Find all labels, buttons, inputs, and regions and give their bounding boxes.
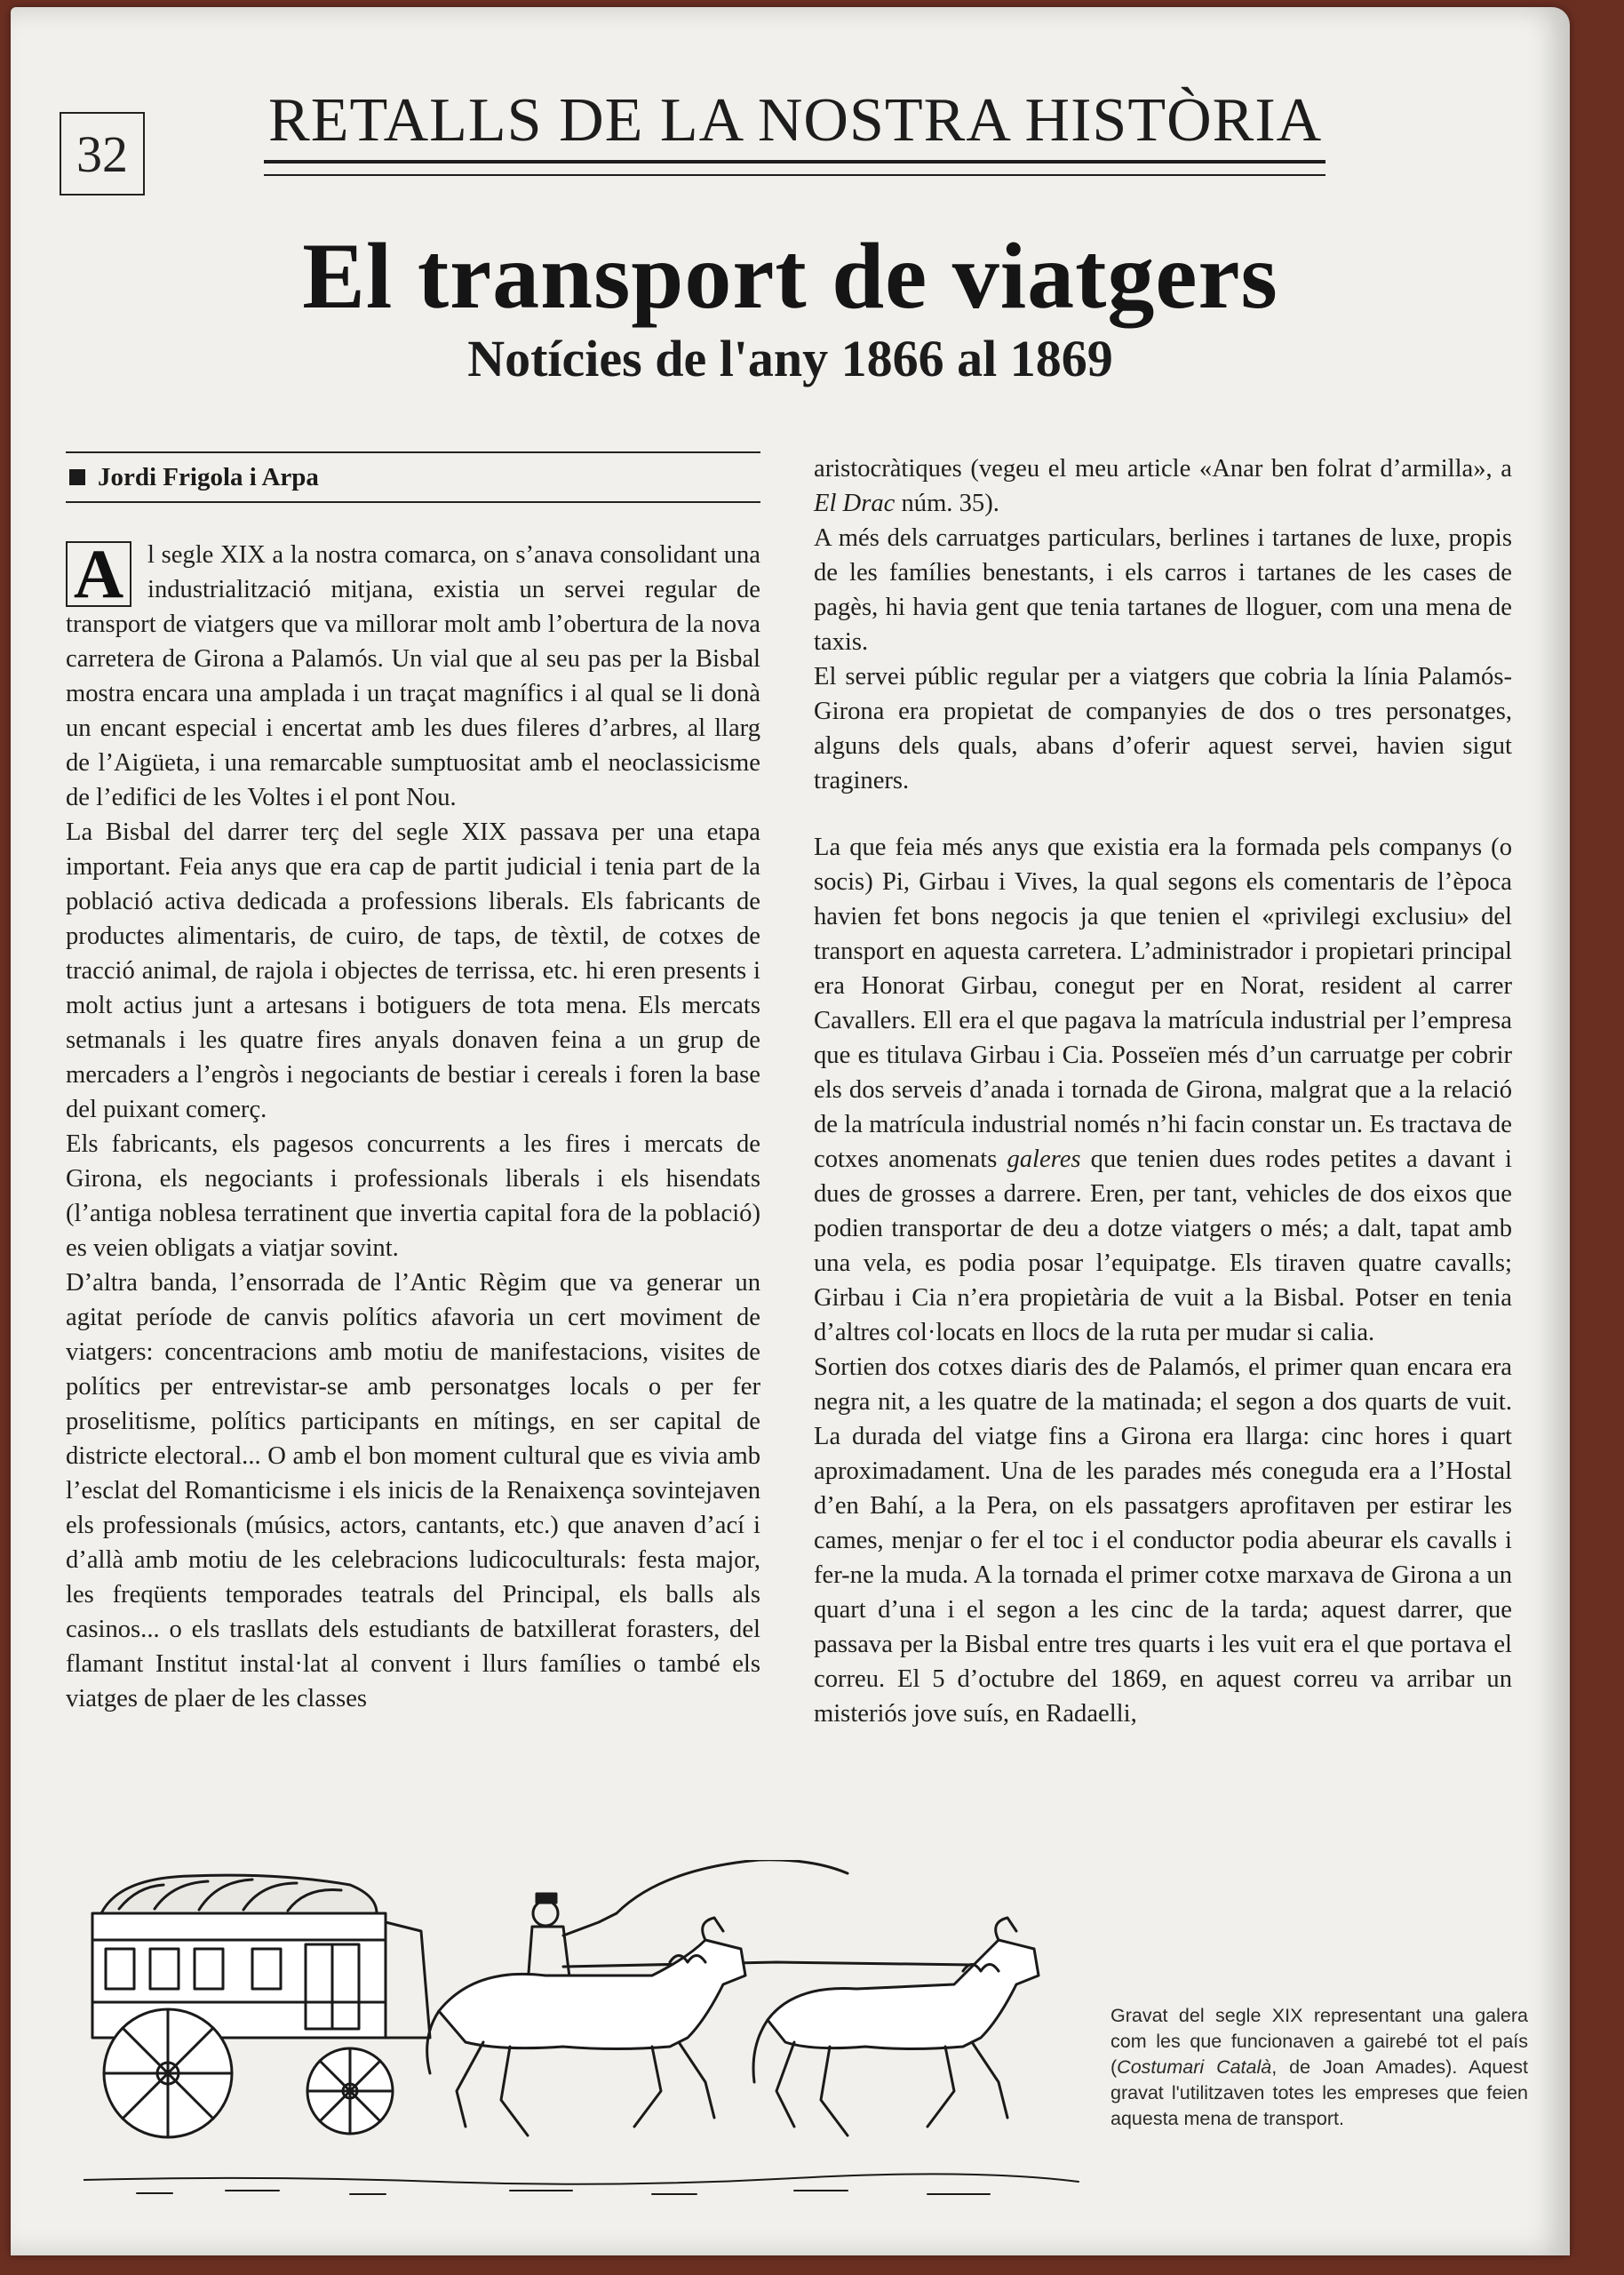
dropcap: A xyxy=(66,541,131,607)
byline-square-icon xyxy=(69,469,85,485)
text-run: , de Joan Amades). Aquest gravat l'utilitzaven totes les empreses que feien aquesta mena de transport. xyxy=(1111,2056,1528,2129)
magazine-page xyxy=(11,7,1570,2255)
article-paragraph: A més dels carruatges particulars, berlines i tartanes de luxe, propis de les famílies benestants, i els carros i tartanes de les cases de pagès, hi havia gent que tenia tartanes de lloguer, com una mena de taxis. xyxy=(814,524,1512,656)
stagecoach-engraving-icon xyxy=(84,1860,1087,2207)
section-title: RETALLS DE LA NOSTRA HISTÒRIA xyxy=(268,86,1323,155)
article-paragraph: D’altra banda, l’ensorrada de l’Antic Règim que va generar un agitat període de canvis polítics afavoria un cert moviment de viatgers: concentracions amb motiu de manifestacions, visites de polítics per entrevistar-se amb personatges locals o per fer proselitisme, polítics participants en mítings, en ser capital de districte electoral... O amb el bon moment cultural que es vivia amb l’esclat del Romanticisme i els inicis de la Renaixença sovintejaven els professionals (músics, actors, cantants, etc.) que anaven d’ací i d’allà amb motiu de les celebracions ludicoculturals: festa major, les freqüents temporades teatrals del Principal, els balls als casinos... o els trasllats dels estudiants de batxillerat forasters, del flamant Institut instal·lat al convent i llurs famílies o també els viatges de plaer de les classes xyxy=(66,1269,760,1712)
article-column-right xyxy=(814,451,1512,1731)
author-byline xyxy=(66,451,760,503)
publication-reference: Costumari Català xyxy=(1117,2056,1272,2078)
text-run: Gravat del segle XIX representant una galera com les que funcionaven a gairebé tot el país ( xyxy=(1111,2005,1528,2078)
section-title-rule xyxy=(264,160,1325,176)
article-paragraph xyxy=(66,535,760,815)
article-paragraph-text: l segle XIX a la nostra comarca, on s’anava consolidant una industrialització mitjana, existia un servei regular de transport de viatgers que va millorar molt amb l’obertura de la nova carretera de Girona a Palamós. Un vial que al seu pas per la Bisbal mostra encara una amplada i un traçat magnífics i al qual se li donà un encant especial i encertat amb les dues fileres d’arbres, al llarg de l’Aigüeta, i una remarcable sumptuositat amb el neoclassicisme de l’edifici de les Voltes i el pont Nou. xyxy=(66,541,760,811)
page-number: 32 xyxy=(60,112,145,196)
text-run: La que feia més anys que existia era la formada pels companys (o socis) Pi, Girbau i Vives, la qual segons els comentaris de l’època havien fet bons negocis ja que tenien el «privilegi exclusiu» del transport en aquesta carretera. L’administrador i propietari principal era Honorat Girbau, conegut per en Norat, resident al carrer Cavallers. Ell era el que pagava la matrícula industrial per l’empresa que es titulava Girbau i Cia. Posseïen més d’un carruatge per cobrir els dos serveis d’anada i tornada de Girona, malgrat que a la relació de la matrícula industrial només n’hi facin constar un. Es tractava de cotxes anomenats xyxy=(814,834,1512,1173)
italic-term: galeres xyxy=(1007,1145,1081,1173)
article-title: El transport de viatgers xyxy=(302,224,1278,328)
article-paragraph: Els fabricants, els pagesos concurrents a les fires i mercats de Girona, els negociants i professionals liberals i els hisendats (l’antiga noblesa terratinent que invertia capital fora de la població) es veien obligats a viatjar sovint. xyxy=(66,1130,760,1262)
article-column-left xyxy=(66,535,760,1716)
article-paragraph: La Bisbal del darrer terç del segle XIX passava per una etapa important. Feia anys que era cap de partit judicial i tenia part de la població activa dedicada a professions liberals. Els fabricants de productes alimentaris, de cuiro, de taps, de tèxtil, de cotxes de tracció animal, de rajola i objectes de terrissa, etc. hi eren presents i molt actius junt a artesans i botiguers de tota mena. Els mercats setmanals i les quatre fires anyals donaven feina a un grup de mercaders a l’engròs i negociants de bestiar i cereals i foren la base del puixant comerç. xyxy=(66,818,760,1123)
text-run: aristocràtiques (vegeu el meu article «Anar ben folrat d’armilla», a xyxy=(814,455,1512,483)
text-run: núm. 35). xyxy=(895,490,999,517)
article-paragraph: Sortien dos cotxes diaris des de Palamós, el primer quan encara era negra nit, a les quatre de la matinada; el segon a dos quarts de vuit. La durada del viatge fins a Girona era llarga: cinc hores i quart aproximadament. Una de les parades més coneguda era a l’Hostal d’en Bahí, a la Pera, on els passatgers aprofitaven per estirar les cames, menjar o fer el toc i el conductor podia abeurar els cavalls i fer-ne la muda. A la tornada el primer cotxe marxava de Girona a un quart d’una i el segon a les cinc de la tarda; aquest darrer, que passava per la Bisbal entre tres quarts i les vuit era el que portava el correu. El 5 d’octubre del 1869, en aquest correu va arribar un misteriós jove suís, en Radaelli, xyxy=(814,1353,1512,1728)
article-subtitle: Notícies de l'any 1866 al 1869 xyxy=(467,330,1113,387)
article-paragraph xyxy=(814,451,1512,521)
paragraph-gap xyxy=(814,798,1512,830)
article-paragraph: El servei públic regular per a viatgers que cobria la línia Palamós-Girona era propietat de companyies de dos o tres personatges, alguns dels quals, abans d’oferir aquest servei, havien sigut traginers. xyxy=(814,663,1512,794)
author-name: Jordi Frigola i Arpa xyxy=(98,462,319,491)
article-paragraph xyxy=(814,830,1512,1350)
text-run: que tenien dues rodes petites a davant i dues de grosses a darrere. Eren, per tant, vehicles de dos eixos que podien transportar de deu a dotze viatgers o més; a dalt, tapat amb una vela, es podia posar l’equipatge. Els tiraven quatre cavalls; Girbau i Cia n’era propietària de vuit a la Bisbal. Potser en tenia d’altres col·locats en llocs de la ruta per mudar si calia. xyxy=(814,1145,1512,1346)
figure-caption xyxy=(1111,2003,1528,2132)
publication-reference: El Drac xyxy=(814,490,896,517)
